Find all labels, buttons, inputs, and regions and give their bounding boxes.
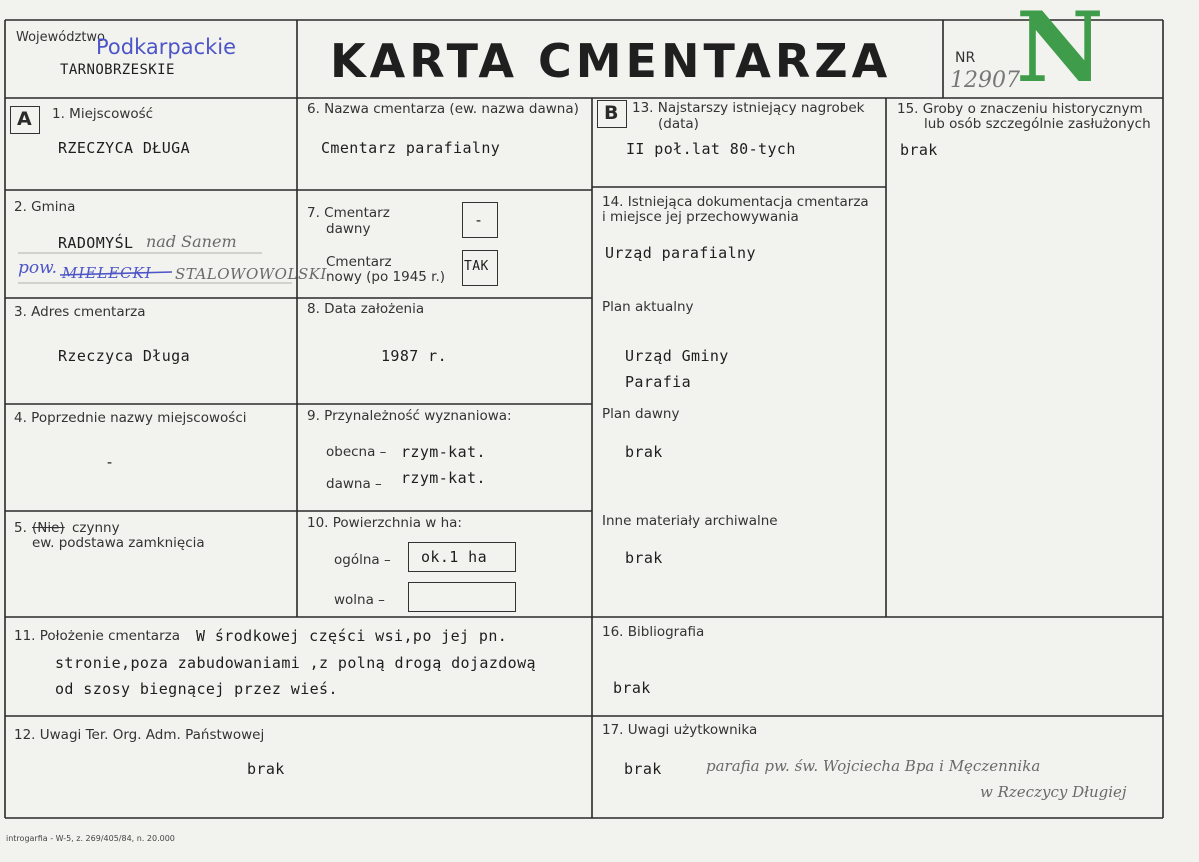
- f2-label: 2. Gmina: [14, 199, 76, 215]
- f7-new-label: Cmentarz: [326, 254, 392, 270]
- printer-imprint: introgarfia - W-5, z. 269/405/84, n. 20.000: [6, 834, 175, 843]
- stamp-letter-n: N: [1016, 0, 1104, 104]
- f7-label2: dawny: [326, 221, 371, 237]
- voivodeship-stamp: Podkarpackie: [96, 35, 237, 59]
- f10-total-value: ok.1 ha: [421, 548, 488, 566]
- f6-value: Cmentarz parafialny: [321, 139, 501, 157]
- f2-value-hand: nad Sanem: [146, 232, 237, 251]
- other-materials-value: brak: [625, 549, 663, 567]
- f10-label: 10. Powierzchnia w ha:: [307, 515, 462, 531]
- f1-label: 1. Miejscowość: [52, 106, 154, 122]
- section-a-box: [10, 106, 40, 134]
- f4-value: -: [105, 453, 115, 471]
- page-title: KARTA CMENTARZA: [330, 34, 892, 88]
- f17-label: 17. Uwagi użytkownika: [602, 722, 758, 738]
- f7-old-box: [462, 202, 498, 238]
- f14-label: 14. Istniejąca dokumentacja cmentarza: [602, 194, 869, 210]
- f9-former-value: rzym-kat.: [401, 469, 486, 487]
- nr-value: 12907: [950, 68, 1020, 93]
- f1-value: RZECZYCA DŁUGA: [58, 139, 191, 157]
- f10-total-box: [408, 542, 516, 572]
- other-materials-label: Inne materiały archiwalne: [602, 513, 778, 529]
- f12-label: 12. Uwagi Ter. Org. Adm. Państwowej: [14, 727, 265, 743]
- f9-current-label: obecna –: [326, 444, 387, 460]
- f15-value: brak: [900, 141, 938, 159]
- f6-label: 6. Nazwa cmentarza (ew. nazwa dawna): [307, 101, 579, 117]
- f17-value: brak: [624, 760, 662, 778]
- section-a-letter: A: [17, 108, 32, 130]
- f3-label: 3. Adres cmentarza: [14, 304, 146, 320]
- f11-line1: W środkowej części wsi,po jej pn.: [196, 627, 508, 645]
- f8-value: 1987 r.: [381, 347, 448, 365]
- plan-current-value-1: Urząd Gminy: [625, 347, 729, 365]
- voivodeship-typed: TARNOBRZESKIE: [60, 62, 175, 78]
- f13-label2: (data): [658, 116, 699, 132]
- plan-old-value: brak: [625, 443, 663, 461]
- f14-value: Urząd parafialny: [605, 244, 756, 262]
- f2-pow-struck: MIELECKI: [62, 264, 152, 282]
- f8-label: 8. Data założenia: [307, 301, 425, 317]
- plan-current-label: Plan aktualny: [602, 299, 694, 315]
- f4-label: 4. Poprzednie nazwy miejscowości: [14, 410, 247, 426]
- f12-value: brak: [247, 760, 285, 778]
- f11-line2: stronie,poza zabudowaniami ,z polną drogą dojazdową: [55, 654, 536, 672]
- f13-value: II poł.lat 80-tych: [626, 140, 796, 158]
- f9-former-label: dawna –: [326, 476, 382, 492]
- f16-label: 16. Bibliografia: [602, 624, 705, 640]
- f3-value: Rzeczyca Długa: [58, 347, 191, 365]
- f15-label2: lub osób szczególnie zasłużonych: [924, 116, 1151, 132]
- f16-value: brak: [613, 679, 651, 697]
- f10-free-box: [408, 582, 516, 612]
- nr-label: NR: [955, 50, 976, 66]
- f9-current-value: rzym-kat.: [401, 443, 486, 461]
- f2-pow-new: STALOWOWOLSKI: [175, 265, 327, 283]
- f10-total-label: ogólna –: [334, 552, 391, 568]
- f10-free-label: wolna –: [334, 592, 385, 608]
- voivodeship-label: Województwo: [16, 30, 106, 45]
- plan-old-label: Plan dawny: [602, 406, 680, 422]
- f7-new-label2: nowy (po 1945 r.): [326, 269, 446, 285]
- f5-label-rest: czynny: [72, 520, 120, 536]
- f7-new-value: TAK: [464, 259, 489, 274]
- plan-current-value-2: Parafia: [625, 373, 692, 391]
- f7-old-value: -: [474, 211, 484, 229]
- f15-label: 15. Groby o znaczeniu historycznym: [897, 101, 1143, 117]
- f17-handwritten-line2: w Rzeczycy Długiej: [980, 783, 1127, 801]
- f11-label: 11. Położenie cmentarza: [14, 628, 180, 644]
- f17-handwritten-line1: parafia pw. św. Wojciecha Bpa i Męczennika: [706, 757, 1041, 775]
- f13-label: 13. Najstarszy istniejący nagrobek: [632, 100, 865, 116]
- section-b-letter: B: [604, 102, 619, 124]
- f2-value: RADOMYŚL: [58, 234, 134, 252]
- f14-label2: i miejsce jej przechowywania: [602, 209, 799, 225]
- f9-label: 9. Przynależność wyznaniowa:: [307, 408, 512, 424]
- f5-label-struck: (Nie): [32, 520, 65, 536]
- f2-pow-hand: pow.: [18, 258, 58, 278]
- f11-line3: od szosy biegnącej przez wieś.: [55, 680, 338, 698]
- f7-new-box: [462, 250, 498, 286]
- f7-label: 7. Cmentarz: [307, 205, 390, 221]
- f5-label-line2: ew. podstawa zamknięcia: [32, 535, 205, 551]
- f5-label-prefix: 5.: [14, 520, 27, 536]
- section-b-box: [597, 100, 627, 128]
